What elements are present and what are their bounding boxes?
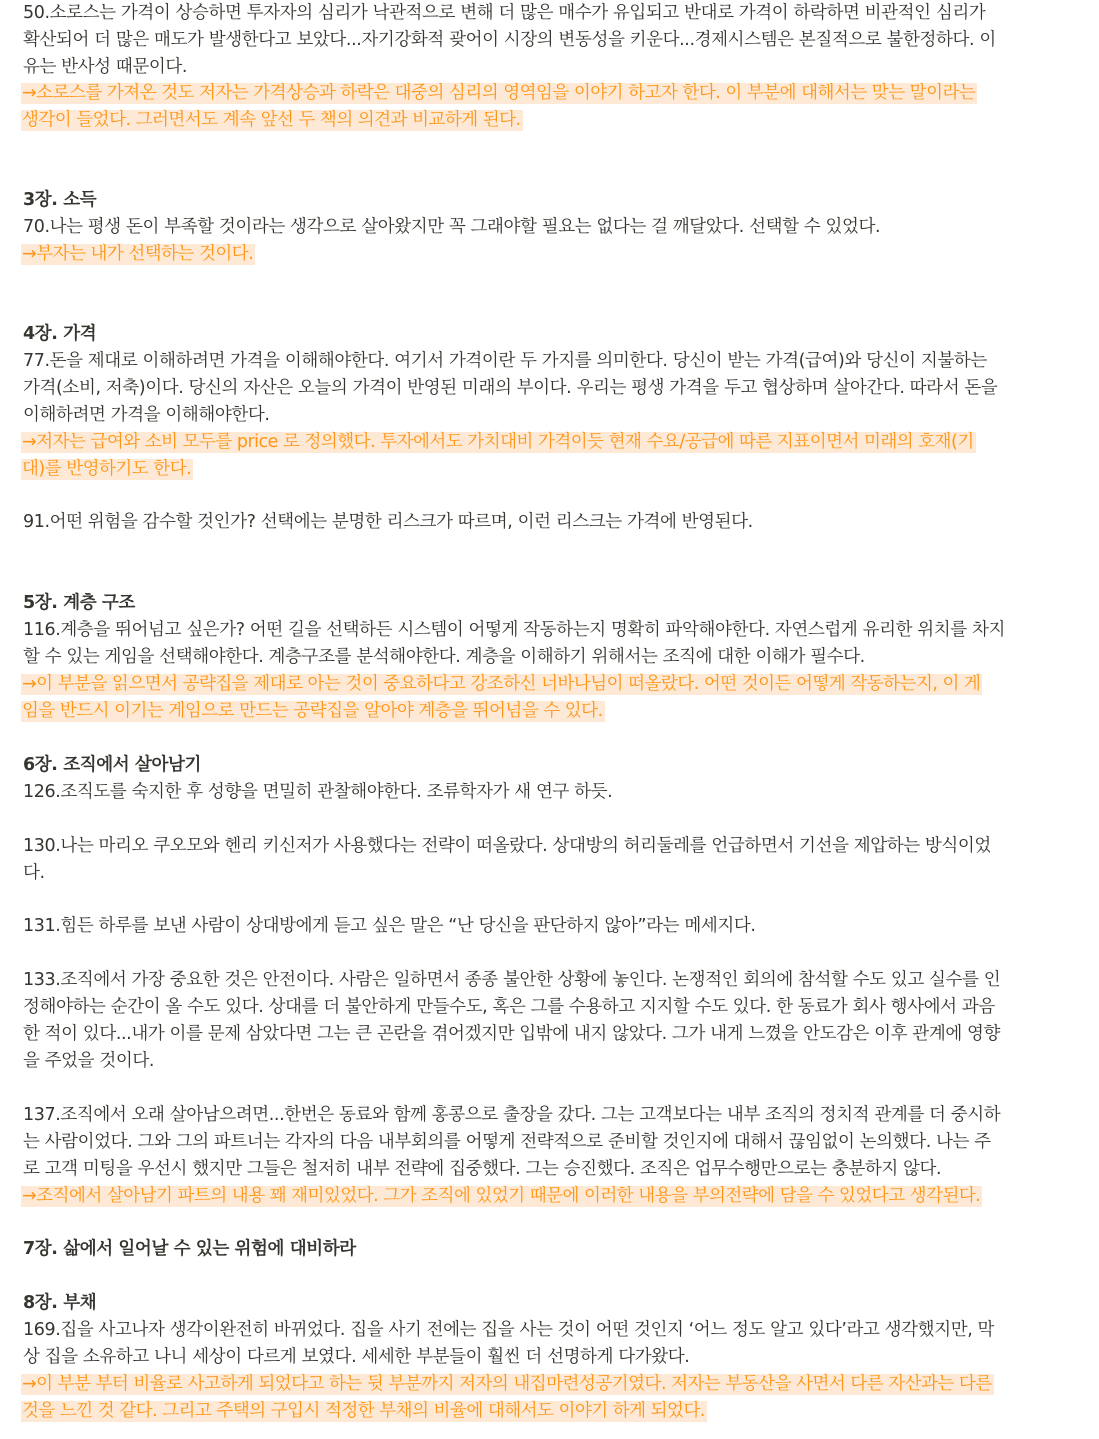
highlight-text: →부자는 내가 선택하는 것이다. [22, 244, 254, 264]
text-line: 116.계층을 뛰어넘고 싶은가? 어떤 길을 선택하든 시스템이 어떻게 작동하는지 명확히 파악해야한다. 자연스럽게 유리한 위치를 차지 [23, 620, 1005, 640]
text-line [23, 1183, 982, 1209]
text-line [23, 671, 982, 697]
text-line: 6장. 조직에서 살아남기 [23, 755, 201, 775]
highlight-text: 대)를 반영하기도 한다. [22, 459, 192, 479]
text-line: 7장. 삶에서 일어날 수 있는 위험에 대비하라 [23, 1239, 356, 1259]
text-line: 126.조직도를 숙지한 후 성향을 면밀히 관찰해야한다. 조류학자가 새 연구 하듯. [23, 782, 613, 802]
text-line: 4장. 가격 [23, 324, 97, 344]
text-line: 3장. 소득 [23, 190, 97, 210]
text-line: 이해하려면 가격을 이해해야한다. [23, 405, 270, 425]
text-line: 확산되어 더 많은 매도가 발생한다고 보았다...자기강화적 괒어이 시장의 변동성을 키운다...경제시스템은 본질적으로 불한정하다. 이 [23, 30, 996, 50]
highlight-text: 것을 느낀 것 같다. 그리고 주택의 구입시 적정한 부채의 비율에 대해서도 이야기 하게 되었다. [22, 1401, 705, 1421]
text-line: 169.집을 사고나자 생각이완전히 바뀌었다. 집을 사기 전에는 집을 사는 것이 어떤 것인지 ‘어느 정도 알고 있다’라고 생각했지만, 막 [23, 1320, 995, 1340]
text-line: 한 적이 있다...내가 이를 문제 삼았다면 그는 큰 곤란을 겪어겠지만 입밖에 내지 않았다. 그가 내게 느꼈을 안도감은 이후 관계에 영향 [23, 1024, 1000, 1044]
text-line [23, 698, 605, 724]
text-line: 133.조직에서 가장 중요한 것은 안전이다. 사람은 일하면서 종종 불안한 상황에 놓인다. 논쟁적인 회의에 참석할 수도 있고 실수를 인 [23, 970, 1001, 990]
text-line: 8장. 부채 [23, 1293, 97, 1313]
text-line [23, 1371, 994, 1397]
highlight-text: →저자는 급여와 소비 모두를 price 로 정의했다. 투자에서도 가치대비 가격이듯 현재 수요/공급에 따른 지표이면서 미래의 호재(기 [22, 432, 974, 452]
text-line: 131.힘든 하루를 보낸 사람이 상대방에게 듣고 싶은 말은 “난 당신을 판단하지 않아”라는 메세지다. [23, 916, 756, 936]
highlight-text: →소로스를 가져온 것도 저자는 가격상승과 하락은 대중의 심리의 영역임을 이야기 하고자 한다. 이 부분에 대해서는 맞는 말이라는 [22, 83, 976, 103]
text-line: 130.나는 마리오 쿠오모와 헨리 키신저가 사용했다는 전략이 떠올랐다. 상대방의 허리둘레를 언급하면서 기선을 제압하는 방식이었 [23, 836, 991, 856]
text-line: 을 주었을 것이다. [23, 1051, 155, 1071]
text-line [23, 107, 523, 133]
text-line [23, 456, 193, 482]
text-line: 70.나는 평생 돈이 부족할 것이라는 생각으로 살아왔지만 꼭 그래야할 필요는 없다는 걸 깨달았다. 선택할 수 있었다. [23, 217, 881, 237]
text-line [23, 429, 976, 455]
text-line: 는 사람이었다. 그와 그의 파트너는 각자의 다음 내부회의를 어떻게 전략적으로 준비할 것인지에 대해서 끊임없이 논의했다. 나는 주 [23, 1132, 991, 1152]
highlight-text: →이 부분을 읽으면서 공략집을 제대로 아는 것이 중요하다고 강조하신 너바나님이 떠올랐다. 어떤 것이든 어떻게 작동하는지, 이 게 [22, 674, 981, 694]
text-line: 50.소로스는 가격이 상승하면 투자자의 심리가 낙관적으로 변해 더 많은 매수가 유입되고 반대로 가격이 하락하면 비관적인 심리가 [23, 3, 986, 23]
text-line [23, 80, 977, 106]
text-line: 다. [23, 863, 45, 883]
highlight-text: 생각이 들었다. 그러면서도 계속 앞선 두 책의 의견과 비교하게 된다. [22, 110, 521, 130]
text-line: 137.조직에서 오래 살아남으려면...한번은 동료와 함께 홍콩으로 출장을 갔다. 그는 고객보다는 내부 조직의 정치적 관계를 더 중시하 [23, 1105, 1001, 1125]
highlight-text: →이 부분 부터 비율로 사고하게 되었다고 하는 뒷 부분까지 저자의 내집마련성공기였다. 저자는 부동산을 사면서 다른 자산과는 다른 [22, 1374, 992, 1394]
highlight-text: 임을 반드시 이기는 게임으로 만드는 공략집을 알아야 계층을 뛰어넘을 수 있다. [22, 701, 603, 721]
highlight-text: →조직에서 살아남기 파트의 내용 꽤 재미있었다. 그가 조직에 있었기 때문에 이러한 내용을 부의전략에 담을 수 있었다고 생각된다. [22, 1186, 981, 1206]
text-line: 가격(소비, 저축)이다. 당신의 자산은 오늘의 가격이 반영된 미래의 부이다. 우리는 평생 가격을 두고 협상하며 살아간다. 따라서 돈을 [23, 378, 998, 398]
text-line: 77.돈을 제대로 이해하려면 가격을 이해해야한다. 여기서 가격이란 두 가지를 의미한다. 당신이 받는 가격(급여)와 당신이 지불하는 [23, 351, 987, 371]
text-line: 5장. 계층 구조 [23, 593, 135, 613]
text-line: 정해야하는 순간이 올 수도 있다. 상대를 더 불안하게 만들수도, 혹은 그를 수용하고 지지할 수도 있다. 한 동료가 회사 행사에서 과음 [23, 997, 995, 1017]
text-line: 상 집을 소유하고 나니 세상이 다르게 보였다. 세세한 부분들이 훨씬 더 선명하게 다가왔다. [23, 1347, 690, 1367]
text-line: 유는 반사성 때문이다. [23, 57, 188, 77]
text-line [23, 241, 255, 267]
text-line [23, 1398, 707, 1424]
text-line: 91.어떤 위험을 감수할 것인가? 선택에는 분명한 리스크가 따르며, 이런 리스크는 가격에 반영된다. [23, 512, 753, 532]
text-line: 로 고객 미팅을 우선시 했지만 그들은 철저히 내부 전략에 집중했다. 그는 승진했다. 조직은 업무수행만으로는 충분하지 않다. [23, 1159, 942, 1179]
text-line: 할 수 있는 게임을 선택해야한다. 계층구조를 분석해야한다. 계층을 이해하기 위해서는 조직에 대한 이해가 필수다. [23, 647, 865, 667]
